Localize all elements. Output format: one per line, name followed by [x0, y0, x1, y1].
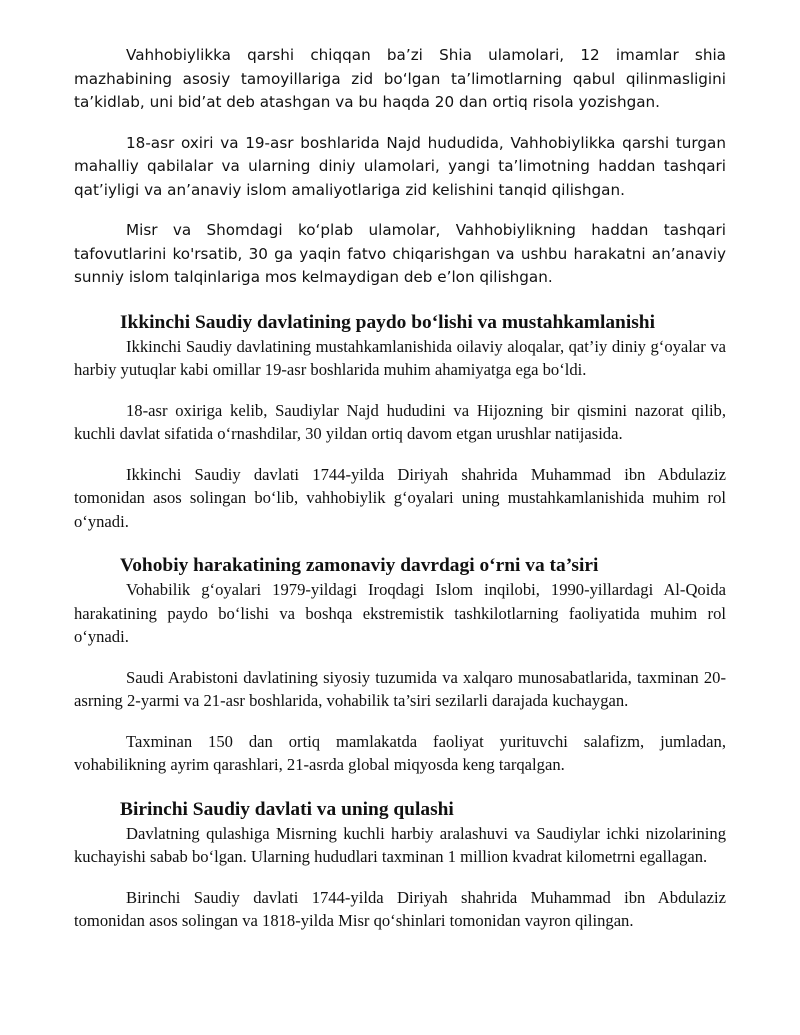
section-heading: Vohobiy harakatining zamonaviy davrdagi o‘rni va ta’siri [120, 555, 599, 576]
paragraph: Vahhobiylikka qarshi chiqqan ba’zi Shia ulamolari, 12 imamlar shia mazhabining asosiy tamoyillariga zid bo‘lgan ta’limotlarning qabul qilinmasligini ta’kidlab, uni bid’at deb atashgan va bu haqda 20 dan ortiq risola yozishgan. [74, 46, 726, 111]
paragraph: Misr va Shomdagi ko‘plab ulamolar, Vahhobiylikning haddan tashqari tafovutlarini ko'rsatib, 30 ga yaqin fatvo chiqarishgan va ushbu harakatni an’anaviy sunniy islom talqinlariga mos kelmaydigan deb e’lon qilishgan. [74, 221, 726, 286]
paragraph: Taxminan 150 dan ortiq mamlakatda faoliyat yurituvchi salafizm, jumladan, vohabilikning ayrim qarashlari, 21-asrda global miqyosda keng tarqalgan. [74, 731, 726, 774]
paragraph: Saudi Arabistoni davlatining siyosiy tuzumida va xalqaro munosabatlarida, taxminan 20-asrning 2-yarmi va 21-asr boshlarida, vohabilik ta’siri sezilarli darajada kuchaygan. [74, 667, 726, 710]
document-page [74, 44, 726, 950]
paragraph: Vohabilik g‘oyalari 1979-yildagi Iroqdagi Islom inqilobi, 1990-yillardagi Al-Qoida harakatining paydo bo‘lishi va boshqa ekstremistik tashkilotlarning faoliyatida muhim rol o‘ynadi. [74, 580, 726, 646]
paragraph: Ikkinchi Saudiy davlatining mustahkamlanishida oilaviy aloqalar, qat’iy diniy g‘oyalar va harbiy yutuqlar kabi omillar 19-asr boshlarida muhim ahamiyatga ega bo‘ldi. [74, 336, 726, 379]
paragraph: 18-asr oxiriga kelib, Saudiylar Najd hududini va Hijozning bir qismini nazorat qilib, kuchli davlat sifatida o‘rnashdilar, 30 yildan ortiq davom etgan urushlar natijasida. [74, 400, 726, 443]
paragraph: 18-asr oxiri va 19-asr boshlarida Najd hududida, Vahhobiylikka qarshi turgan mahalliy qabilalar va ularning diniy ulamolari, yangi ta’limotning haddan tashqari qat’iyligi va an’anaviy islom amaliyotlariga zid kelishini tanqid qilishgan. [74, 133, 726, 199]
paragraph: Ikkinchi Saudiy davlati 1744-yilda Diriyah shahrida Muhammad ibn Abdulaziz tomonidan asos solingan bo‘lib, vahhobiylik g‘oyalari uning mustahkamlanishida muhim rol o‘ynadi. [74, 464, 726, 531]
paragraph: Davlatning qulashiga Misrning kuchli harbiy aralashuvi va Saudiylar ichki nizolarining kuchayishi sabab bo‘lgan. Ularning hududlari taxminan 1 million kvadrat kilometrni egallagan. [74, 823, 726, 866]
section-heading: Birinchi Saudiy davlati va uning qulashi [120, 798, 454, 820]
paragraph: Birinchi Saudiy davlati 1744-yilda Diriyah shahrida Muhammad ibn Abdulaziz tomonidan asos solingan va 1818-yilda Misr qo‘shinlari tomonidan vayron qilingan. [74, 887, 726, 930]
section-heading: Ikkinchi Saudiy davlatining paydo bo‘lishi va mustahkamlanishi [120, 311, 655, 333]
